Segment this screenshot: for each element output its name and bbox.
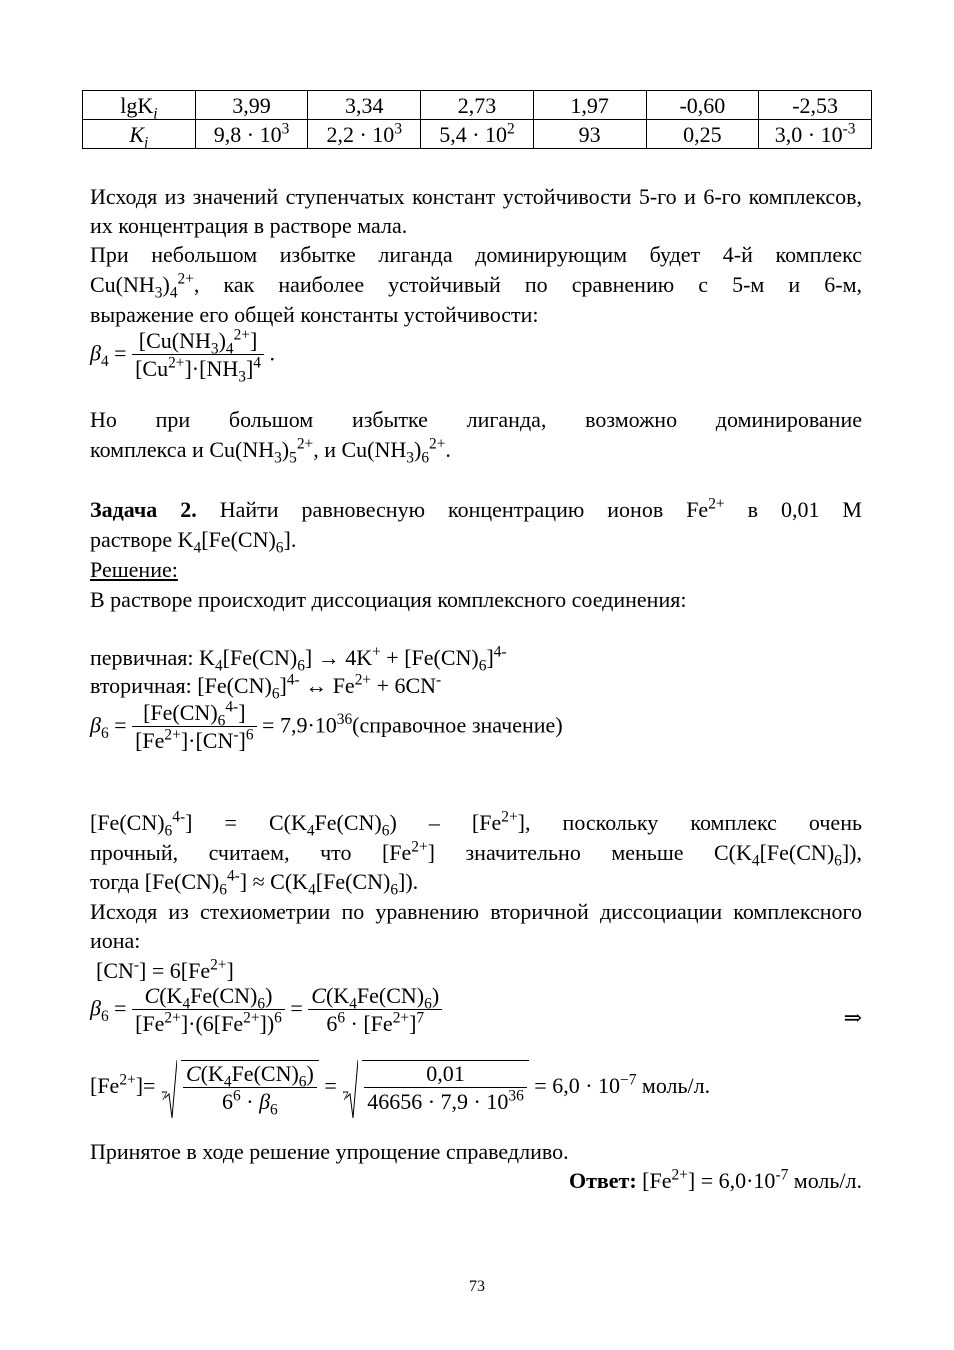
paragraph: прочный, считаем, что $[Fe^{2+}]$ значительно меньше $C(K_4[Fe(CN)_6])$, — [90, 838, 862, 867]
beta6-formula: $\beta_6$ = $\frac{[Fe(CN)_6^{4-}]}{[Fe^{2+}]\cdot[CN^-]^6}$ = $7,9\cdot 10^{36}(справочное$ значение) — [90, 698, 563, 753]
answer: Ответ: $[Fe^{2+}] = 6,0\cdot 10^{-7}$ моль/л. — [568, 1166, 862, 1193]
paragraph: $Cu(NH_3)_4^{2+}$, как наиболее устойчивый по сравнению с 5-м и 6-м, — [90, 270, 862, 299]
table-cell: 1,97 — [533, 91, 646, 120]
paragraph: Исходя из значений ступенчатых констант устойчивости 5-го и 6-го комплексов, их концентрация в растворе мала. — [90, 184, 862, 238]
solution-heading: Решение: — [90, 557, 178, 582]
page-number: 73 — [469, 1278, 485, 1295]
paragraph: Исходя из стехиометрии по уравнению вторичной диссоциации комплексного иона: — [90, 899, 862, 953]
table-cell: -2,53 — [759, 91, 872, 120]
cn-relation: $[CN^-] = 6[Fe^{2+}]$ — [96, 956, 234, 983]
paragraph: тогда $[Fe(CN)_6^{4-}] \approx C(K_4[Fe(CN)_6])$. — [90, 867, 419, 899]
paragraph: В растворе происходит диссоциация комплексного соединения: — [90, 587, 687, 612]
table-cell: 0,25 — [646, 120, 759, 149]
table-cell: 3,99 — [195, 91, 308, 120]
table-cell: 2,73 — [421, 91, 534, 120]
implies-arrow: ⇒ — [843, 1005, 862, 1030]
table-cell: lgK$_i$ — [83, 91, 196, 120]
paragraph: Но при большом избытке лиганда, возможно доминирование — [90, 407, 862, 432]
paragraph: выражение его общей константы устойчивости: — [90, 302, 539, 327]
paragraph: Принятое в ходе решение упрощение справедливо. — [90, 1139, 569, 1164]
table-cell: -0,60 — [646, 91, 759, 120]
fe-concentration-formula: $[Fe^{2+}]=$ 7 $\frac{C(K_4Fe(CN)_6)}{6^6 \cdot \beta_6}$ = 7 $\frac{0,01}{46656 \cdot 7,9 \cdot 10^{36}}$ = $6,0 \cdot 10^{-7}$ моль/л. — [90, 1061, 711, 1119]
task-statement: Задача 2. Найти равновесную концентрацию ионов $Fe^{2+}$ в 0,01 М — [90, 495, 862, 522]
table-cell: 93 — [533, 120, 646, 149]
table-cell: $K_i$ — [83, 120, 196, 149]
table-cell: $9,8 \cdot 10^3$ — [195, 120, 308, 149]
paragraph: При небольшом избытке лиганда доминирующим будет 4-й комплекс — [90, 242, 862, 267]
paragraph: комплекса и $Cu(NH_3)_5^{2+}$, и $Cu(NH_3)_6^{2+}$. — [90, 435, 451, 467]
table-cell: 3,34 — [308, 91, 421, 120]
beta6-expanded-formula: $\beta_6$ = $\frac{C(K_4Fe(CN)_6)}{[Fe^{2+}]\cdot(6[Fe^{2+}])^6}$ = $\frac{C(K_4Fe(CN)_6)}{6^6 \cdot [Fe^{2+}]^7}$ — [90, 983, 442, 1038]
primary-dissociation: первичная: $K_4[Fe(CN)_6] \to 4K^+ + [Fe(CN)_6]^{4-}$ — [90, 643, 507, 675]
page-body — [90, 0, 862, 1350]
secondary-dissociation: вторичная: $[Fe(CN)_6]^{4-}$ ↔ $Fe^{2+} + 6CN^-$ — [90, 671, 442, 703]
task-statement: растворе $K_4[Fe(CN)_6]$. — [90, 527, 297, 557]
table-cell: $2,2 \cdot 10^3$ — [308, 120, 421, 149]
table-cell: $3,0 \cdot 10^{-3}$ — [759, 120, 872, 149]
paragraph: $[Fe(CN)_6^{4-}] = C(K_4Fe(CN)_6) - [Fe^{2+}]$, поскольку комплекс очень — [90, 808, 862, 837]
beta4-formula: $\beta_4$ = $\frac{[Cu(NH_3)_4^{2+}]}{[Cu^{2+}]\cdot[NH_3]^4}$ . — [90, 326, 275, 386]
table-cell: $5,4 \cdot 10^2$ — [421, 120, 534, 149]
